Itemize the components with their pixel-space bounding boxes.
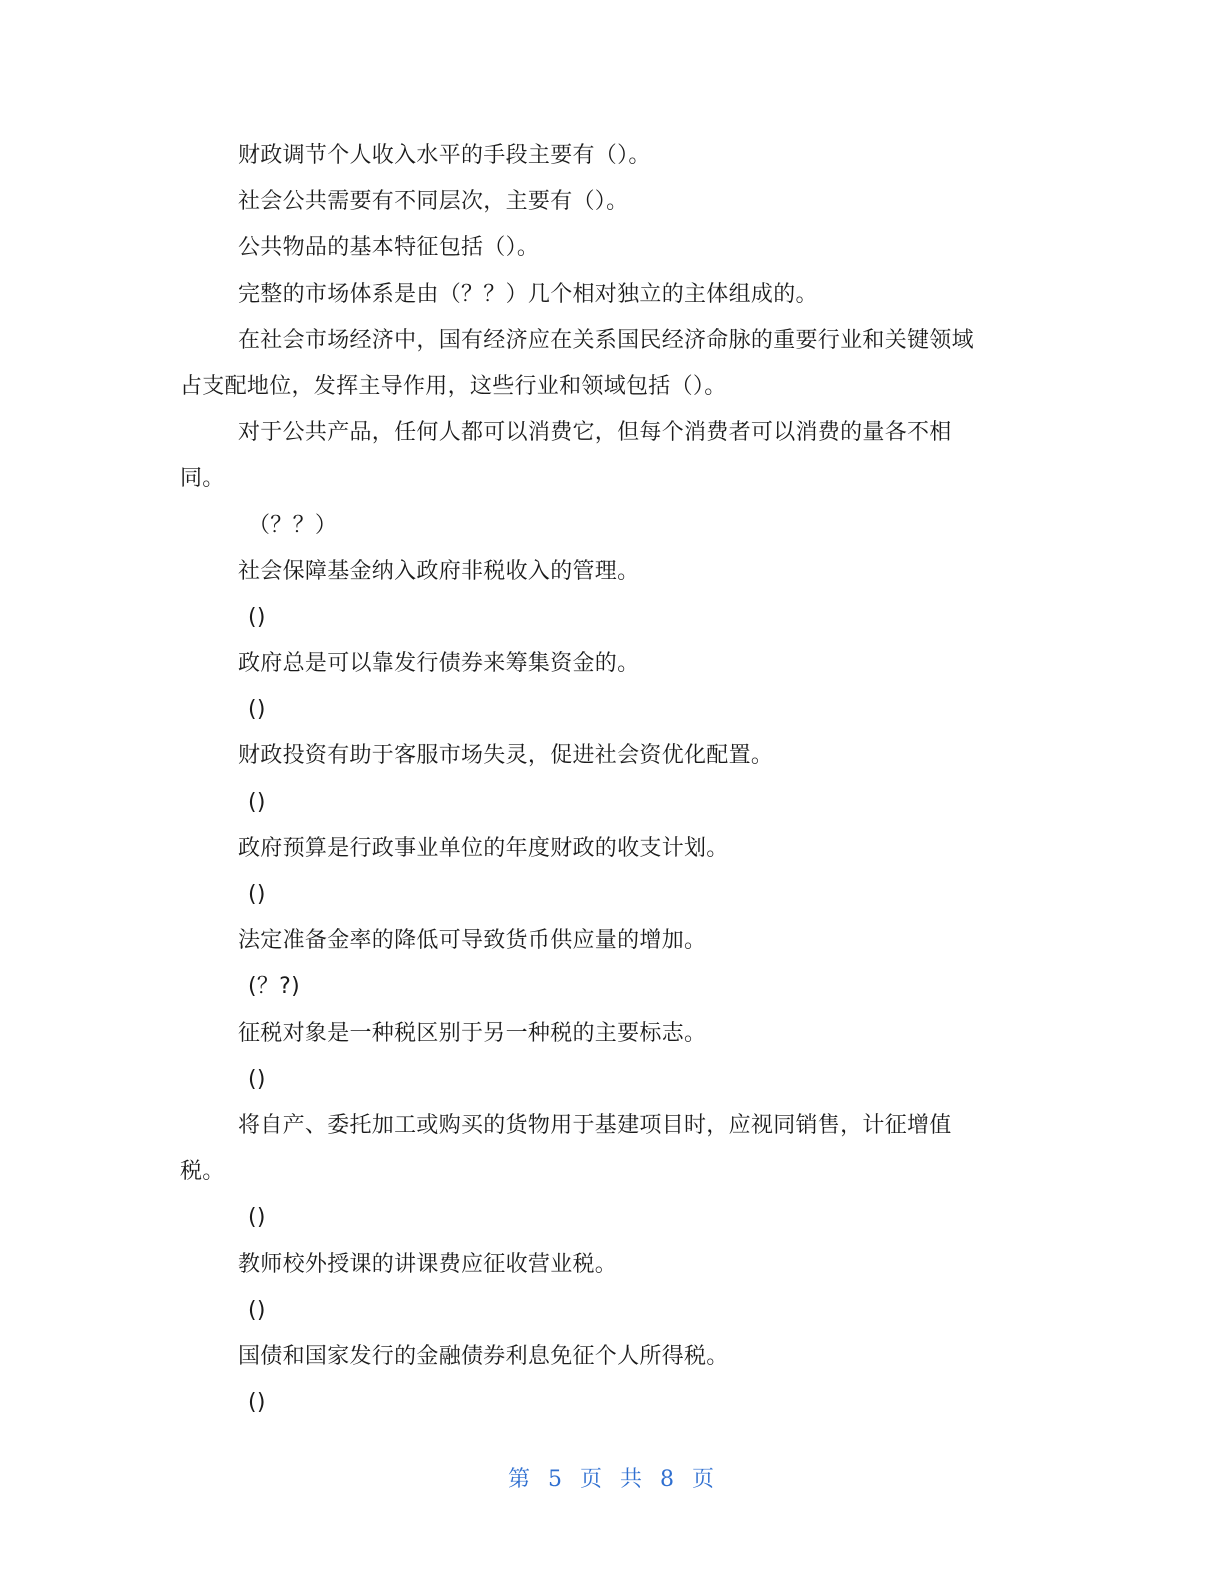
question-text-line: 将自产、委托加工或购买的货物用于基建项目时，应视同销售，计征增值 (238, 1112, 952, 1138)
question-text-line: 完整的市场体系是由（？？）几个相对独立的主体组成的。 (238, 281, 818, 307)
footer-total-pages: 8 (660, 1467, 677, 1492)
question-text-line: 财政投资有助于客服市场失灵，促进社会资优化配置。 (238, 743, 774, 769)
answer-blank: () (248, 1390, 266, 1416)
question-text-line: 财政调节个人收入水平的手段主要有（）。 (238, 143, 651, 168)
question-text-line: 国债和国家发行的金融债券利息免征个人所得税。 (238, 1343, 729, 1369)
answer-blank: () (248, 697, 266, 723)
question-text-line: 征税对象是一种税区别于另一种税的主要标志。 (238, 1020, 707, 1046)
page-footer (0, 1462, 1224, 1493)
answer-blank: () (248, 789, 266, 815)
question-text-line: 同。 (180, 466, 225, 492)
question-text-line: 政府预算是行政事业单位的年度财政的收支计划。 (238, 835, 729, 861)
answer-blank: () (248, 882, 266, 907)
document-body (180, 133, 1032, 1426)
answer-blank: （？？） (248, 512, 338, 538)
answer-blank: () (248, 1205, 266, 1231)
question-text-line: 税。 (180, 1159, 225, 1185)
answer-blank: (？?) (248, 974, 301, 1000)
question-text-line: 公共物品的基本特征包括（）。 (238, 235, 540, 261)
footer-page-word: 页 (579, 1467, 604, 1492)
question-text-line: 对于公共产品，任何人都可以消费它，但每个消费者可以消费的量各不相 (238, 420, 952, 446)
footer-suffix: 页 (692, 1467, 717, 1492)
footer-total-word: 共 (620, 1467, 645, 1492)
question-text-line: 社会公共需要有不同层次，主要有（）。 (238, 189, 629, 215)
question-text-line: 占支配地位，发挥主导作用，这些行业和领域包括（）。 (180, 373, 727, 399)
answer-blank: () (248, 1066, 266, 1092)
footer-current-page: 5 (547, 1467, 564, 1492)
answer-blank: () (248, 604, 266, 630)
question-text-line: 在社会市场经济中，国有经济应在关系国民经济命脉的重要行业和关键领域 (238, 327, 974, 353)
footer-prefix: 第 (507, 1467, 532, 1492)
question-text-line: 社会保障基金纳入政府非税收入的管理。 (238, 558, 640, 584)
question-text-line: 教师校外授课的讲课费应征收营业税。 (238, 1251, 618, 1277)
question-text-line: 法定准备金率的降低可导致货币供应量的增加。 (238, 928, 707, 954)
answer-blank: () (248, 1297, 266, 1323)
question-text-line: 政府总是可以靠发行债券来筹集资金的。 (238, 651, 640, 677)
